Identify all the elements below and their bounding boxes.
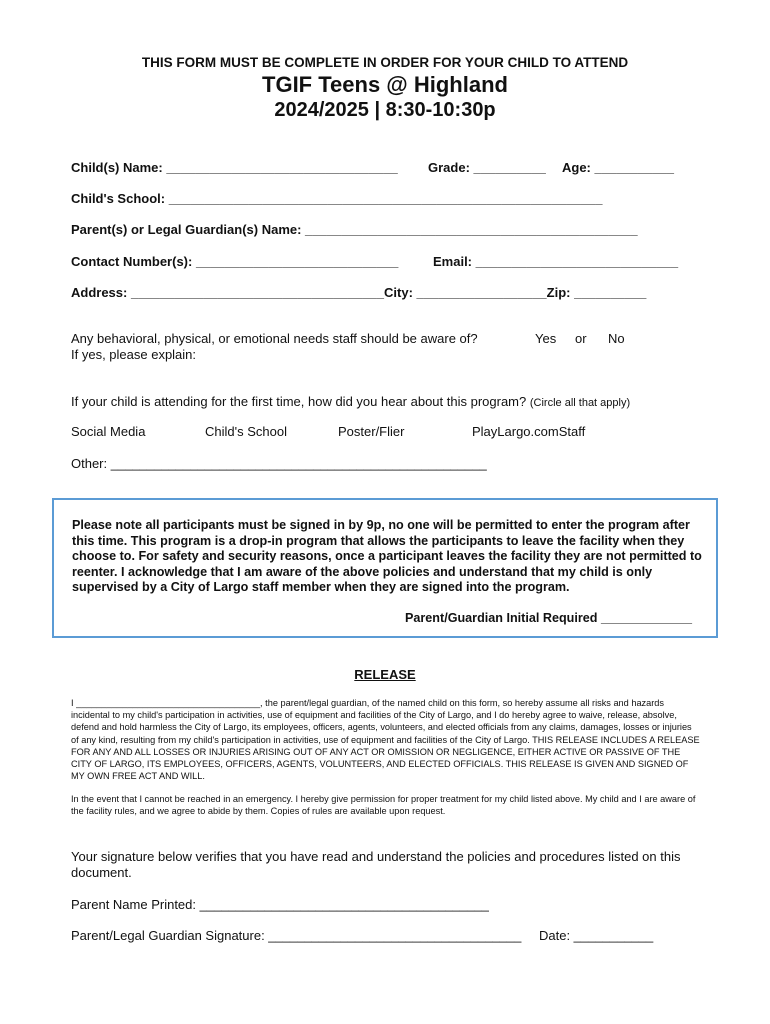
- age-field[interactable]: Age: ___________: [562, 160, 675, 175]
- email-field[interactable]: Email: ____________________________: [433, 254, 679, 269]
- school-field[interactable]: Child's School: ____________________________________________________________: [71, 191, 603, 206]
- page-title: TGIF Teens @ Highland: [262, 72, 508, 97]
- page-subtitle: 2024/2025 | 8:30-10:30p: [274, 99, 496, 121]
- hear-question: [71, 394, 630, 409]
- parent-name-printed-field[interactable]: Parent Name Printed: ________________________________________: [71, 897, 489, 912]
- hear-option-social-media[interactable]: Social Media: [71, 424, 146, 439]
- policy-notice-text: Please note all participants must be signed in by 9p, no one will be permitted to enter the program after this time. This program is a drop-in program that allows the participants to leave the facility when they choose to. For safety and security reasons, once a participant leaves the facility they are not permitted to reenter. I acknowledge that I am aware of the above policies and understand that my child is only supervised by a City of Largo staff member when they are signed into the program.: [72, 518, 702, 595]
- policy-notice-box: [52, 498, 718, 638]
- address-field[interactable]: Address: ___________________________________City: __________________Zip: __________: [71, 285, 647, 300]
- needs-question: Any behavioral, physical, or emotional needs staff should be aware of?: [71, 331, 478, 346]
- hear-option-school[interactable]: Child's School: [205, 424, 287, 439]
- needs-no-option[interactable]: No: [608, 331, 625, 346]
- hear-option-poster[interactable]: Poster/Flier: [338, 424, 405, 439]
- form-notice-heading: THIS FORM MUST BE COMPLETE IN ORDER FOR YOUR CHILD TO ATTEND: [141, 55, 629, 70]
- date-field[interactable]: Date: ___________: [539, 928, 654, 943]
- hear-other-field[interactable]: Other: ____________________________________________________: [71, 456, 487, 471]
- hear-option-playlargo-staff[interactable]: PlayLargo.comStaff: [472, 424, 586, 439]
- signature-verification: Your signature below verifies that you have read and understand the policies and procedures listed on this document.: [71, 849, 681, 880]
- emergency-permission: In the event that I cannot be reached in an emergency. I hereby give permission for proper treatment for my child listed above. My child and I are aware of the facility rules, and we agree to abide by them. Copies of rules are available upon request.: [71, 794, 696, 817]
- needs-yes-option[interactable]: Yes: [535, 331, 557, 346]
- release-body: I ____________________________________, the parent/legal guardian, of the named child on this form, so hereby assume all risks and hazards incidental to my child's participation in activities, use of equipment and facilities of the City of Largo, and I do hereby agree to waive, release, absolve, defend and hold harmless the City of Largo, its employees, officers, agents, volunteers, and elected officials from any claims, damages, losses or injuries of any kind, resulting from my child's participation in activities, use of equipment and facilities of the City of Largo. THIS RELEASE INCLUDES A RELEASE FOR ANY AND ALL LOSSES OR INJURIES ARISING OUT OF ANY ACT OR OMISSION OR NEGLIGENCE, EITHER ACTIVE OR PASSIVE OF THE CITY OF LARGO, ITS EMPLOYEES, OFFICERS, AGENTS, VOLUNTEERS, AND ELECTED OFFICIALS. THIS RELEASE IS GIVEN AND SIGNED OF MY OWN FREE ACT AND WILL.: [71, 698, 700, 782]
- hear-question-note: (Circle all that apply): [529, 397, 631, 409]
- hear-question-text: If your child is attending for the first time, how did you hear about this program?: [71, 394, 527, 409]
- needs-or-label: or: [575, 331, 587, 346]
- guardian-initial-field[interactable]: Parent/Guardian Initial Required _____________: [405, 611, 692, 625]
- grade-field[interactable]: Grade: __________: [428, 160, 546, 175]
- child-name-field[interactable]: Child(s) Name: ________________________________: [71, 160, 398, 175]
- release-heading: RELEASE: [354, 667, 416, 682]
- guardian-name-field[interactable]: Parent(s) or Legal Guardian(s) Name: ______________________________________________: [71, 222, 638, 237]
- contact-number-field[interactable]: Contact Number(s): ____________________________: [71, 254, 399, 269]
- needs-explain-label: If yes, please explain:: [71, 347, 197, 362]
- guardian-signature-field[interactable]: Parent/Legal Guardian Signature: ___________________________________: [71, 928, 522, 943]
